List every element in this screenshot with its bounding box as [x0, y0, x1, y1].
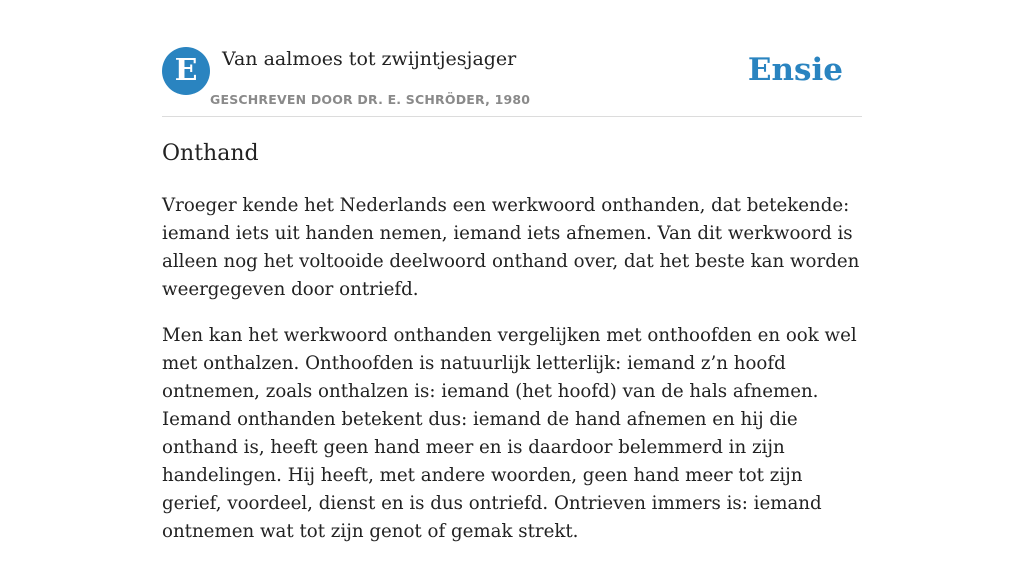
header [162, 46, 862, 117]
entry-title: Onthand [162, 141, 259, 166]
author-line: GESCHREVEN DOOR DR. E. SCHRÖDER, 1980 [210, 92, 531, 107]
paragraph-2: Men kan het werkwoord onthanden vergelijken met onthoofden en ook wel met onthalzen. Onthoofden is natuurlijk letterlijk: iemand z’n hoofd ontnemen, zoals onthalzen is: iemand (het hoofd) van de hals afnemen. Iemand onthanden betekent dus: iemand de hand afnemen en hij die onthand is, heeft geen hand meer en is daardoor belemmerd in zijn handelingen. Hij heeft, met andere woorden, geen hand meer tot zijn gerief, voordeel, dienst en is dus ontriefd. Ontrieven immers is: iemand ontnemen wat tot zijn genot of gemak strekt. [162, 325, 857, 542]
paragraph-1: Vroeger kende het Nederlands een werkwoord onthanden, dat betekende: iemand iets uit handen nemen, iemand iets afnemen. Van dit werkwoord is alleen nog het voltooide deelwoord onthand over, dat het beste kan worden weergegeven door ontriefd. [162, 195, 860, 300]
entry-content [162, 192, 862, 564]
book-title-link[interactable]: Van aalmoes tot zwijntjesjager [222, 48, 517, 70]
ensie-brand-link[interactable]: Ensie [747, 52, 843, 88]
ensie-logo-icon[interactable]: E [162, 47, 210, 95]
